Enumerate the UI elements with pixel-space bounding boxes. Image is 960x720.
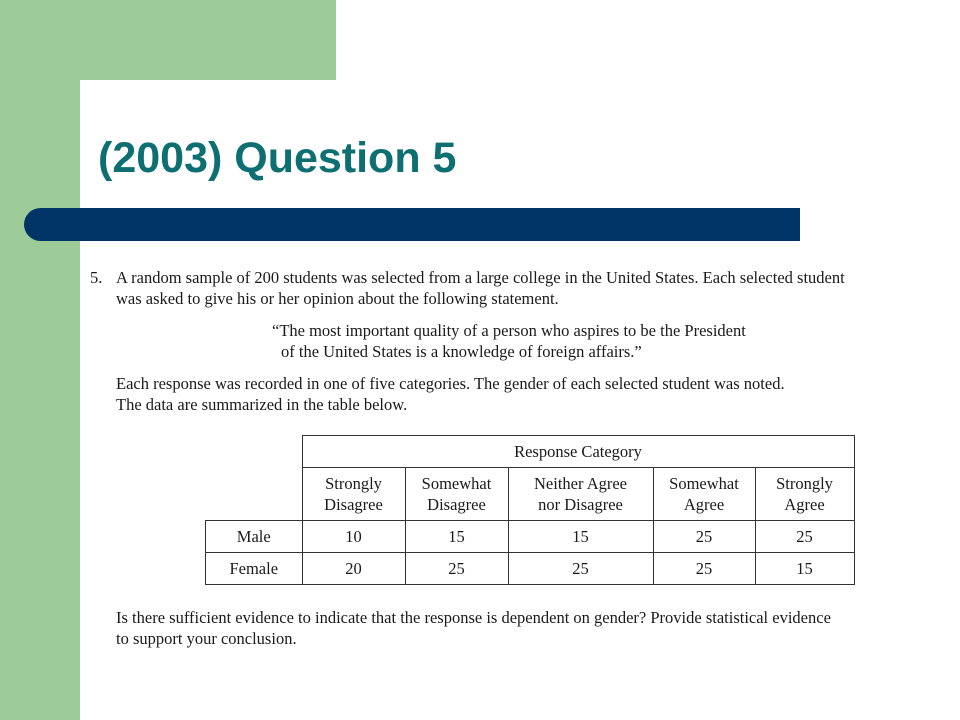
response-category-header: Response Category: [302, 436, 854, 468]
row-label-female: Female: [206, 553, 303, 585]
quote-line-2: of the United States is a knowledge of foreign affairs.”: [281, 342, 642, 361]
col-header-line2: Agree: [784, 495, 825, 514]
col-header-line2: Agree: [683, 495, 725, 514]
quote-line-1: “The most important quality of a person who aspires to be the President: [272, 321, 746, 340]
table-cell: 25: [653, 521, 755, 553]
table-cell: 20: [302, 553, 405, 585]
row-label-male: Male: [206, 521, 303, 553]
table-corner: [206, 436, 303, 468]
table-cell: 25: [653, 553, 755, 585]
col-header-line2: Disagree: [427, 495, 486, 514]
question-number: 5.: [90, 268, 103, 287]
col-header-strongly-agree: [755, 468, 854, 521]
table-column-header-row: [206, 468, 855, 521]
table-cell: 25: [755, 521, 854, 553]
table-cell: 25: [508, 553, 653, 585]
table-cell: 15: [405, 521, 508, 553]
col-header-strongly-disagree: [302, 468, 405, 521]
col-header-line1: Strongly: [325, 474, 382, 493]
col-header-line1: Somewhat: [421, 474, 492, 493]
data-line-2: The data are summarized in the table below.: [116, 395, 408, 414]
col-header-line1: Somewhat: [669, 474, 739, 493]
closing-line-1: Is there sufficient evidence to indicate that the response is dependent on gender? Provide statistical evidence: [116, 608, 831, 627]
table-cell: 25: [405, 553, 508, 585]
table-row: [206, 521, 855, 553]
col-header-line2: nor Disagree: [538, 495, 623, 514]
col-header-somewhat-disagree: [405, 468, 508, 521]
slide-title: (2003) Question 5: [98, 134, 457, 182]
intro-line-1: A random sample of 200 students was selected from a large college in the United States. Each selected student: [116, 268, 845, 287]
title-underline-bar: [24, 208, 800, 241]
table-cell: 15: [755, 553, 854, 585]
table-corner-2: [206, 468, 303, 521]
table-row: [206, 553, 855, 585]
response-table: [205, 435, 855, 585]
col-header-somewhat-agree: [653, 468, 755, 521]
col-header-line1: Neither Agree: [534, 474, 627, 493]
intro-line-2: was asked to give his or her opinion about the following statement.: [116, 289, 559, 308]
top-green-band: [0, 0, 336, 80]
table-cell: 15: [508, 521, 653, 553]
col-header-line2: Disagree: [324, 495, 383, 514]
table-cell: 10: [302, 521, 405, 553]
table-group-header-row: [206, 436, 855, 468]
col-header-line1: Strongly: [776, 474, 833, 493]
col-header-neither: [508, 468, 653, 521]
data-line-1: Each response was recorded in one of five categories. The gender of each selected student was noted.: [116, 374, 785, 393]
closing-line-2: to support your conclusion.: [116, 629, 297, 648]
left-green-band: [0, 0, 80, 720]
